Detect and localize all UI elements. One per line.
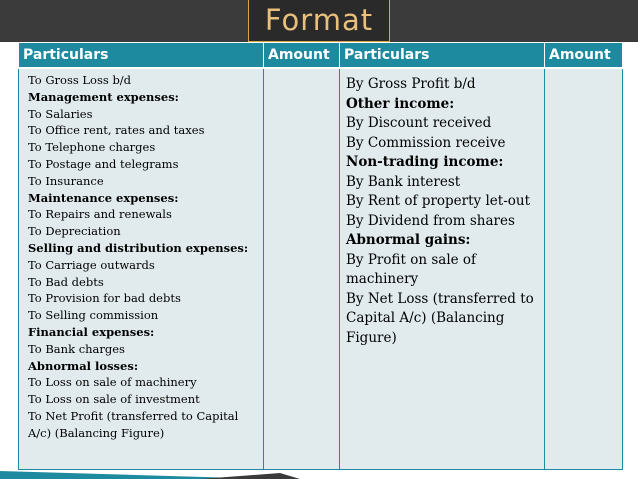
bottom-decoration — [0, 467, 638, 479]
debit-item: To Depreciation — [28, 224, 121, 239]
debit-section-heading: Selling and distribution expenses: — [28, 240, 249, 255]
credit-item: By Net Loss (transferred to Capital A/c) (Balancing Figure) — [346, 290, 534, 346]
credit-section-heading: Abnormal gains: — [346, 232, 471, 248]
credit-item: By Bank interest — [346, 173, 461, 190]
debit-item: To Salaries — [28, 106, 93, 121]
debit-item: To Telephone charges — [28, 140, 156, 155]
debit-item: To Postage and telegrams — [28, 156, 179, 171]
debit-section-heading: Management expenses: — [28, 89, 179, 104]
credit-item: By Discount received — [346, 115, 492, 131]
format-table — [18, 42, 623, 470]
credit-item: By Profit on sale of machinery — [346, 251, 477, 287]
debit-section-heading: Maintenance expenses: — [28, 190, 179, 205]
credit-section-heading: Non-trading income: — [346, 154, 504, 170]
credit-item: By Dividend from shares — [346, 212, 515, 229]
credit-amount-cell — [545, 68, 623, 470]
debit-item: To Loss on sale of investment — [28, 392, 200, 407]
debit-item: To Bank charges — [28, 341, 125, 356]
debit-section-heading: Financial expenses: — [28, 324, 155, 339]
title-box — [248, 0, 390, 42]
credit-item: By Commission receive — [346, 134, 506, 151]
body-row — [19, 68, 623, 470]
header-amount-right: Amount — [545, 43, 623, 69]
debit-particulars-cell — [19, 68, 264, 470]
debit-item: To Provision for bad debts — [28, 291, 181, 306]
debit-item: To Selling commission — [28, 308, 159, 323]
debit-item: To Repairs and renewals — [28, 207, 172, 222]
debit-amount-cell — [264, 68, 340, 470]
header-row — [19, 43, 623, 69]
slide-title: Format — [264, 3, 374, 37]
header-particulars-left: Particulars — [19, 43, 264, 69]
debit-item: To Net Profit (transferred to Capital A/c) (Balancing Figure) — [28, 408, 239, 440]
header-particulars-right: Particulars — [340, 43, 545, 69]
debit-item: To Carriage outwards — [28, 257, 155, 272]
header-amount-left: Amount — [264, 43, 340, 69]
debit-item: To Bad debts — [28, 274, 104, 289]
credit-items-list — [340, 69, 544, 348]
debit-item: To Office rent, rates and taxes — [28, 123, 205, 138]
debit-item: To Gross Loss b/d — [28, 73, 132, 87]
credit-particulars-cell — [340, 68, 545, 470]
credit-item: By Gross Profit b/d — [346, 76, 476, 92]
credit-item: By Rent of property let-out — [346, 193, 531, 209]
debit-section-heading: Abnormal losses: — [28, 358, 139, 373]
debit-items-list — [19, 69, 263, 442]
debit-item: To Insurance — [28, 173, 104, 188]
credit-section-heading: Other income: — [346, 95, 455, 112]
debit-item: To Loss on sale of machinery — [28, 375, 197, 390]
